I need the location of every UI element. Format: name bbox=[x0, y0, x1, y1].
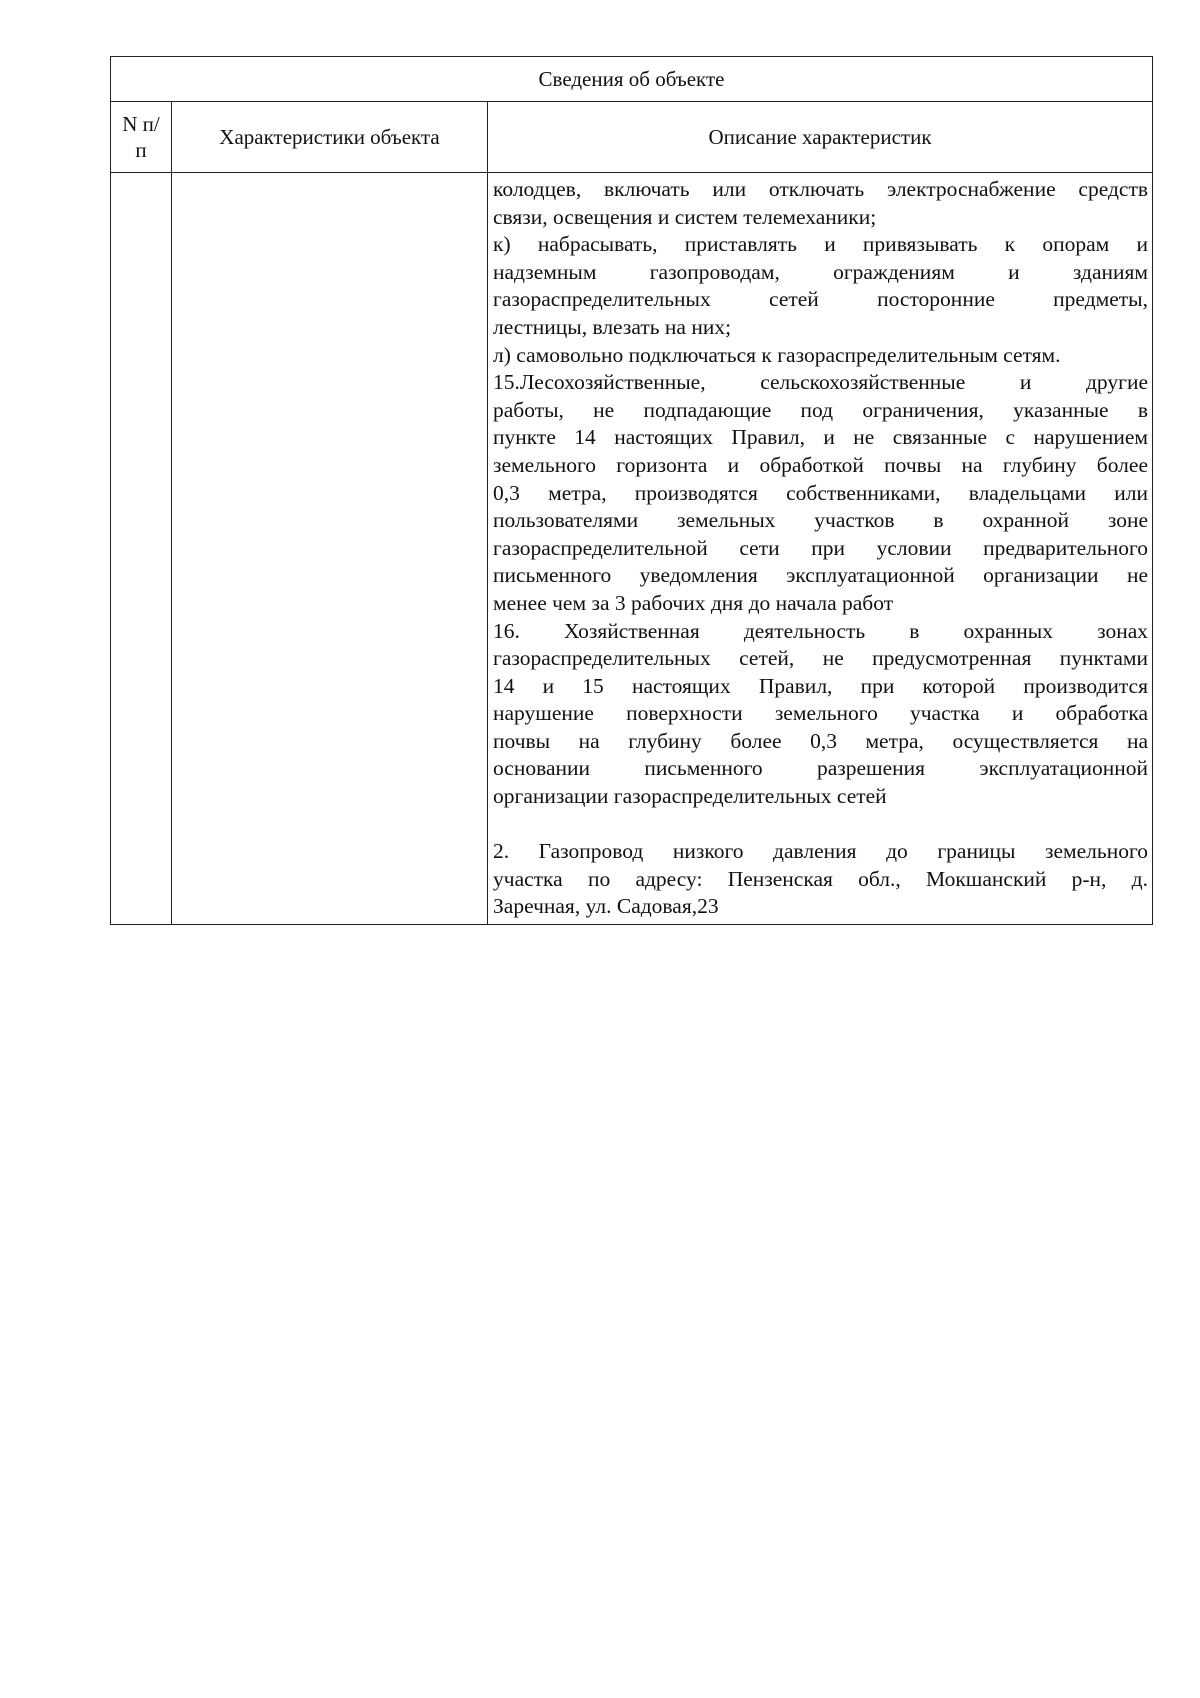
description-line: газораспределительной сети при условии предварительного bbox=[493, 535, 1148, 560]
header-number-label: N п/п bbox=[122, 112, 160, 162]
description-line: пользователями земельных участков в охранной зоне bbox=[493, 508, 1148, 533]
description-line: пункте 14 настоящих Правил, и не связанные с нарушением bbox=[493, 425, 1148, 450]
header-description: Описание характеристик bbox=[488, 102, 1153, 173]
description-line: лестницы, влезать на них; bbox=[493, 314, 732, 339]
header-characteristics: Характеристики объекта bbox=[172, 102, 488, 173]
description-line: 16. Хозяйственная деятельность в охранных зонах bbox=[493, 618, 1148, 643]
description-line: 15.Лесохозяйственные, сельскохозяйственные и другие bbox=[493, 370, 1148, 395]
description-line: газораспределительных сетей посторонние предметы, bbox=[493, 287, 1148, 312]
description-line: организации газораспределительных сетей bbox=[493, 784, 887, 809]
description-line: 2. Газопровод низкого давления до границы земельного bbox=[493, 839, 1148, 864]
description-line: 0,3 метра, производятся собственниками, владельцами или bbox=[493, 480, 1148, 505]
description-text bbox=[493, 176, 1148, 921]
description-line: менее чем за 3 рабочих дня до начала работ bbox=[493, 590, 894, 615]
description-line: надземным газопроводам, ограждениям и зданиям bbox=[493, 259, 1148, 284]
row-number-cell bbox=[111, 173, 172, 925]
description-line: работы, не подпадающие под ограничения, указанные в bbox=[493, 397, 1148, 422]
description-line: участка по адресу: Пензенская обл., Мокшанский р-н, д. bbox=[493, 866, 1148, 891]
description-line: 14 и 15 настоящих Правил, при которой производится bbox=[493, 673, 1148, 698]
row-characteristics-cell bbox=[172, 173, 488, 925]
header-number bbox=[111, 102, 172, 173]
description-line: основании письменного разрешения эксплуатационной bbox=[493, 756, 1148, 781]
description-line: нарушение поверхности земельного участка и обработка bbox=[493, 701, 1148, 726]
description-line: земельного горизонта и обработкой почвы на глубину более bbox=[493, 452, 1148, 477]
table-header-row bbox=[111, 102, 1153, 173]
description-line: связи, освещения и систем телемеханики; bbox=[493, 204, 877, 229]
description-line: к) набрасывать, приставлять и привязывать к опорам и bbox=[493, 232, 1148, 257]
table-title-row bbox=[111, 57, 1153, 102]
description-line: Заречная, ул. Садовая,23 bbox=[493, 894, 719, 919]
description-blank-line bbox=[493, 811, 1148, 839]
description-line: газораспределительных сетей, не предусмотренная пунктами bbox=[493, 646, 1148, 671]
object-info-table bbox=[110, 56, 1153, 925]
description-line: л) самовольно подключаться к газораспределительным сетям. bbox=[493, 342, 1061, 367]
description-line: почвы на глубину более 0,3 метра, осуществляется на bbox=[493, 728, 1148, 753]
description-line: колодцев, включать или отключать электроснабжение средств bbox=[493, 177, 1148, 201]
description-line: письменного уведомления эксплуатационной организации не bbox=[493, 563, 1148, 588]
table-title: Сведения об объекте bbox=[111, 57, 1153, 102]
table-row bbox=[111, 173, 1153, 925]
row-description-cell bbox=[488, 173, 1153, 925]
